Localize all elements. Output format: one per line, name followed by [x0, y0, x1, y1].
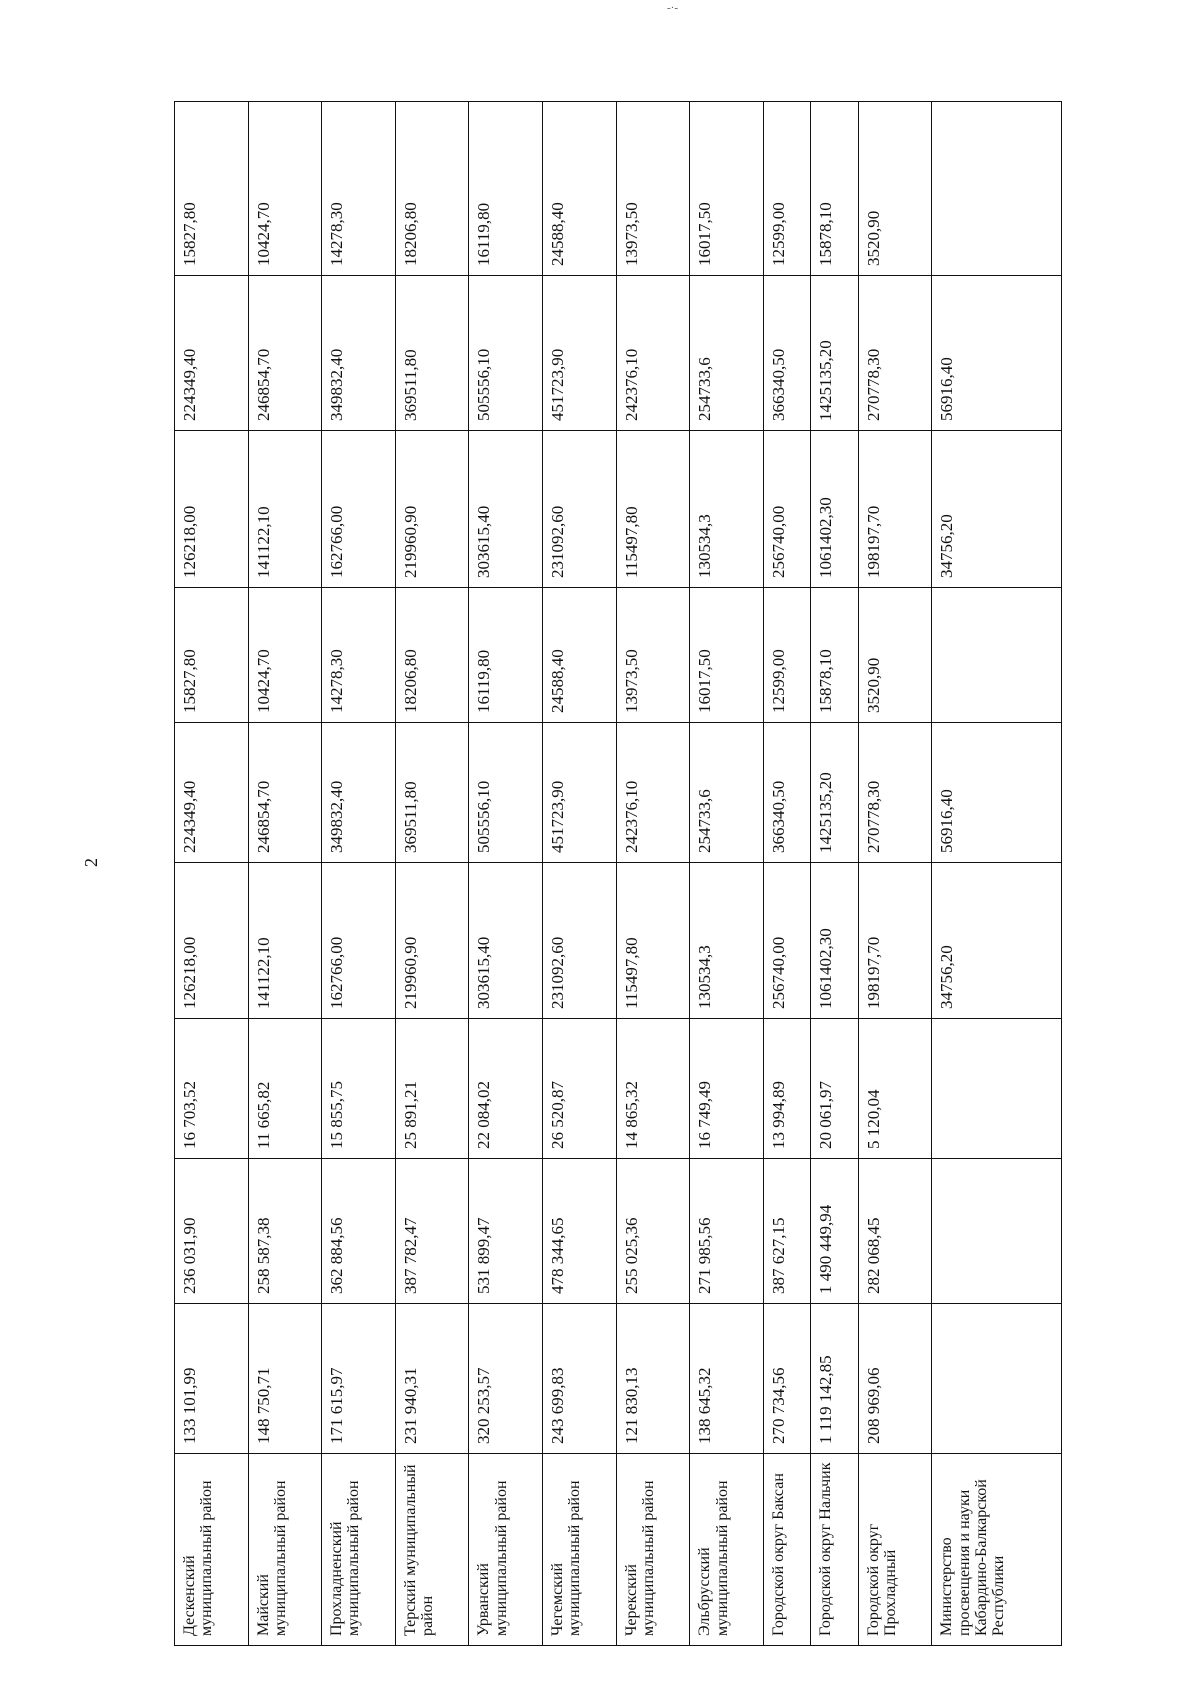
value-cell: [932, 1304, 1062, 1454]
value-cell: 478 344,65: [543, 1159, 617, 1304]
table-row: [395, 102, 469, 1646]
value-cell: 3520,90: [858, 588, 932, 723]
value-cell: 224349,40: [175, 276, 249, 431]
value-cell: 451723,90: [543, 723, 617, 863]
value-cell: 141122,10: [248, 863, 322, 1019]
value-cell: 505556,10: [469, 723, 543, 863]
page-number: 2: [81, 858, 101, 867]
value-cell: 16119,80: [469, 588, 543, 723]
value-cell: 34756,20: [932, 863, 1062, 1019]
table-row: [175, 102, 249, 1646]
value-cell: 16 749,49: [690, 1019, 764, 1159]
value-cell: 255 025,36: [616, 1159, 690, 1304]
value-cell: 387 627,15: [763, 1159, 810, 1304]
value-cell: 14 865,32: [616, 1019, 690, 1159]
value-cell: 15 855,75: [322, 1019, 396, 1159]
value-cell: 246854,70: [248, 723, 322, 863]
value-cell: [932, 102, 1062, 276]
value-cell: 13 994,89: [763, 1019, 810, 1159]
scan-speck: -·-: [667, 2, 678, 14]
value-cell: 16119,80: [469, 102, 543, 276]
value-cell: 126218,00: [175, 431, 249, 588]
table-rotated-container: [174, 102, 1062, 1646]
value-cell: 15878,10: [811, 588, 858, 723]
value-cell: 24588,40: [543, 588, 617, 723]
value-cell: 141122,10: [248, 431, 322, 588]
value-cell: 349832,40: [322, 276, 396, 431]
value-cell: 219960,90: [395, 431, 469, 588]
value-cell: 258 587,38: [248, 1159, 322, 1304]
value-cell: 208 969,06: [858, 1304, 932, 1454]
value-cell: 16017,50: [690, 102, 764, 276]
table-row: [932, 102, 1062, 1646]
value-cell: 349832,40: [322, 723, 396, 863]
value-cell: 56916,40: [932, 276, 1062, 431]
value-cell: 231092,60: [543, 431, 617, 588]
row-name-cell: Эльбрусский муниципальный район: [690, 1454, 764, 1646]
value-cell: 24588,40: [543, 102, 617, 276]
table-body: [175, 102, 1062, 1646]
value-cell: 56916,40: [932, 723, 1062, 863]
row-name-cell: Урванский муниципальный район: [469, 1454, 543, 1646]
table-row: [248, 102, 322, 1646]
row-name-cell: Городской округ Баксан: [763, 1454, 810, 1646]
value-cell: 303615,40: [469, 863, 543, 1019]
value-cell: 13973,50: [616, 102, 690, 276]
value-cell: 242376,10: [616, 276, 690, 431]
value-cell: 256740,00: [763, 863, 810, 1019]
value-cell: 1 490 449,94: [811, 1159, 858, 1304]
value-cell: 236 031,90: [175, 1159, 249, 1304]
value-cell: 121 830,13: [616, 1304, 690, 1454]
value-cell: 18206,80: [395, 102, 469, 276]
value-cell: 231 940,31: [395, 1304, 469, 1454]
value-cell: 505556,10: [469, 276, 543, 431]
value-cell: 271 985,56: [690, 1159, 764, 1304]
table-row: [469, 102, 543, 1646]
value-cell: [932, 1019, 1062, 1159]
value-cell: 130534,3: [690, 431, 764, 588]
value-cell: 10424,70: [248, 102, 322, 276]
value-cell: 242376,10: [616, 723, 690, 863]
value-cell: 138 645,32: [690, 1304, 764, 1454]
value-cell: [932, 588, 1062, 723]
value-cell: 115497,80: [616, 863, 690, 1019]
value-cell: 12599,00: [763, 102, 810, 276]
value-cell: 243 699,83: [543, 1304, 617, 1454]
value-cell: 25 891,21: [395, 1019, 469, 1159]
value-cell: 34756,20: [932, 431, 1062, 588]
value-cell: 16017,50: [690, 588, 764, 723]
value-cell: 256740,00: [763, 431, 810, 588]
value-cell: 224349,40: [175, 723, 249, 863]
row-name-cell: Министерство просвещения и науки Кабардино-Балкарской Республики: [932, 1454, 1062, 1646]
budget-table: [174, 101, 1062, 1646]
value-cell: 16 703,52: [175, 1019, 249, 1159]
value-cell: 115497,80: [616, 431, 690, 588]
value-cell: 26 520,87: [543, 1019, 617, 1159]
value-cell: 369511,80: [395, 276, 469, 431]
value-cell: 1061402,30: [811, 863, 858, 1019]
row-name-cell: Прохладненский муниципальный район: [322, 1454, 396, 1646]
value-cell: 5 120,04: [858, 1019, 932, 1159]
value-cell: 1425135,20: [811, 276, 858, 431]
value-cell: 1425135,20: [811, 723, 858, 863]
value-cell: 366340,50: [763, 723, 810, 863]
value-cell: 254733,6: [690, 276, 764, 431]
value-cell: 130534,3: [690, 863, 764, 1019]
value-cell: 3520,90: [858, 102, 932, 276]
value-cell: 254733,6: [690, 723, 764, 863]
value-cell: 15827,80: [175, 102, 249, 276]
row-name-cell: Городской округ Прохладный: [858, 1454, 932, 1646]
value-cell: 282 068,45: [858, 1159, 932, 1304]
value-cell: 198197,70: [858, 431, 932, 588]
value-cell: 531 899,47: [469, 1159, 543, 1304]
value-cell: 198197,70: [858, 863, 932, 1019]
row-name-cell: Городской округ Нальчик: [811, 1454, 858, 1646]
row-name-cell: Черекский муниципальный район: [616, 1454, 690, 1646]
table-row: [763, 102, 810, 1646]
value-cell: 231092,60: [543, 863, 617, 1019]
value-cell: 148 750,71: [248, 1304, 322, 1454]
value-cell: 1061402,30: [811, 431, 858, 588]
value-cell: 20 061,97: [811, 1019, 858, 1159]
table-row: [616, 102, 690, 1646]
row-name-cell: Терский муниципальный район: [395, 1454, 469, 1646]
value-cell: 362 884,56: [322, 1159, 396, 1304]
table-row: [543, 102, 617, 1646]
value-cell: 369511,80: [395, 723, 469, 863]
value-cell: 11 665,82: [248, 1019, 322, 1159]
value-cell: 162766,00: [322, 863, 396, 1019]
value-cell: 15827,80: [175, 588, 249, 723]
value-cell: 15878,10: [811, 102, 858, 276]
value-cell: 303615,40: [469, 431, 543, 588]
value-cell: 246854,70: [248, 276, 322, 431]
table-row: [322, 102, 396, 1646]
row-name-cell: Чегемский муниципальный район: [543, 1454, 617, 1646]
value-cell: 13973,50: [616, 588, 690, 723]
row-name-cell: Дескенский муниципальный район: [175, 1454, 249, 1646]
value-cell: 451723,90: [543, 276, 617, 431]
table-row: [811, 102, 858, 1646]
value-cell: 12599,00: [763, 588, 810, 723]
row-name-cell: Майский муниципальный район: [248, 1454, 322, 1646]
value-cell: 10424,70: [248, 588, 322, 723]
table-row: [690, 102, 764, 1646]
value-cell: 133 101,99: [175, 1304, 249, 1454]
value-cell: 162766,00: [322, 431, 396, 588]
value-cell: 320 253,57: [469, 1304, 543, 1454]
value-cell: 387 782,47: [395, 1159, 469, 1304]
table-row: [858, 102, 932, 1646]
value-cell: 270778,30: [858, 723, 932, 863]
value-cell: 171 615,97: [322, 1304, 396, 1454]
value-cell: 14278,30: [322, 588, 396, 723]
value-cell: 270 734,56: [763, 1304, 810, 1454]
value-cell: 14278,30: [322, 102, 396, 276]
value-cell: 219960,90: [395, 863, 469, 1019]
value-cell: 18206,80: [395, 588, 469, 723]
value-cell: 126218,00: [175, 863, 249, 1019]
value-cell: [932, 1159, 1062, 1304]
value-cell: 270778,30: [858, 276, 932, 431]
value-cell: 1 119 142,85: [811, 1304, 858, 1454]
value-cell: 366340,50: [763, 276, 810, 431]
value-cell: 22 084,02: [469, 1019, 543, 1159]
